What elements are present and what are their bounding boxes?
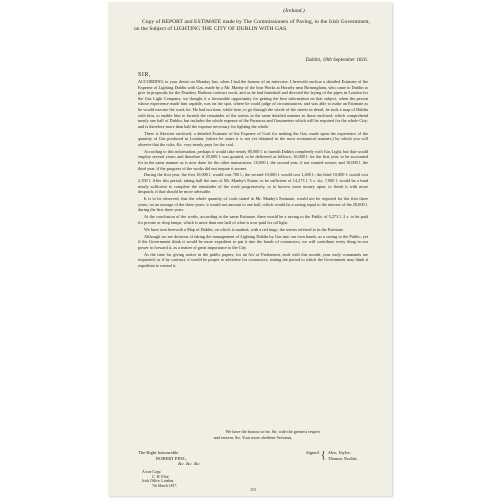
document-title: Copy of REPORT and ESTIMATE made by The Commissioners of Paving, to the Irish Government, on the Subject of LIGHTING THE CITY OF DUBLIN WITH GAS.: [134, 19, 370, 33]
paragraph: During the first year, the first 10,000 l. would cost 700 l.; the second 10,000 l. would cost 1,400 l.; the third 10,000 l. would cost 2,100 l. After this period, taking half the sum of Mr. Manby's Estate, to be sufficient of 14,273 l. 5 s. viz. 7,000 l. would be a fund nearly sufficient to complete the remainder of the work progressively, or to borrow more money upon, to finish it with more despatch, if that should be more advisable.: [138, 172, 368, 195]
folio-number: 115.: [250, 487, 257, 492]
copy-line: Irish Office, London,: [142, 479, 175, 484]
brace-icon: {: [320, 450, 326, 461]
closing-line: We have the honour to be, Sir, with the greatest respect: [225, 429, 321, 434]
true-copy-note: [142, 470, 177, 488]
closing: [138, 429, 368, 440]
document-reference: (Ireland.): [283, 8, 305, 14]
copy-line: A true Copy,: [142, 470, 162, 474]
closing-line: and esteem, Sir, Your most obedient Servants,: [213, 434, 293, 440]
letter-body: [138, 79, 368, 270]
paragraph: As the time for giving notice in the public papers, for an Act of Parliament, ends with this month, your early commands are requested; or if by contract, it would be proper to advertise for contractors, stating the period to which the Government may think it expedient to extend it.: [138, 251, 368, 268]
signed-label: Signed: [306, 450, 319, 455]
signature-block: [306, 450, 358, 461]
salutation: SIR,: [138, 72, 151, 78]
addressee-name: ROBERT PEEL,: [156, 455, 188, 461]
signatories: [328, 450, 358, 461]
paragraph: Although we are desirous of taking the management of Lighting Dublin by Gas into our own hands, as a saving to the Public; yet if the Government think it would be more expedient to put it into the hands of contractors, we will contribute every thing in our power to forward it, as a matter of great importance to the City.: [138, 233, 368, 250]
paragraph: ACCORDING to your desire on Monday last, when I had the honour of an interview, I herewith enclose a detailed Estimate of the Expense of Lighting Dublin with Gas, made by a Mr. Manby of the Iron Works at Horsely near Birmingham, who came to Dublin to give in proposals for the Dundrey Harbour contract work; and as he had furnished and directed the laying of the pipes in London for the Gas Light Company, we thought it a favourable opportunity for getting the best information on that subject, when the person whose experience made him capable, was on the spot, where he could judge of circumstances; and was able to make an Estimate as he would execute the work for. He had not time, while here, to go through the whole of the streets in detail; he took a map of Dublin with him, to enable him to furnish the remainder of the streets in the same detailed manner as those enclosed, which comprehend nearly one half of Dublin, but includes the whole expense of the Furnaces and Gasometers which will be required for the whole City; and is therefore more than half the expense necessary for lighting the whole.: [138, 79, 368, 129]
addressee: [138, 450, 201, 467]
addressee-line: The Right honourable: [138, 450, 179, 455]
paragraph: There is likewise enclosed, a detailed Estimate of the Expense of Coal for making the Gas, made upon the experience of the quantity of Gas produced in London, (where he states it is not yet obtained in the most economical manner;) by which you will observe that the coke, &c. very nearly pays for the coal.: [138, 130, 368, 147]
paragraph: We have sent herewith a Map of Dublin, on which is marked, with a red tinge, the streets referred to in the Estimate.: [144, 226, 344, 232]
paragraph: At the conclusion of the works, according to the same Estimate, there would be a saving to the Public of 5,273 l. 2 s. to be paid for private or shop lamps, which is more than one half of what is now paid for oil light.: [138, 214, 368, 225]
addressee-line: &c. &c. &c.: [178, 461, 201, 467]
document-page: [108, 2, 392, 496]
copy-line: C. W. Flint.: [152, 474, 170, 479]
signatory: Thomas Nesbitt.: [327, 455, 358, 461]
dateline: Dublin, 18th September 1816.: [305, 57, 368, 63]
paragraph: According to this information, perhaps it would take nearly 80,000 l. to furnish Dublin completely with Gas Light, but that would employ several years; and therefore if 20,000 l. was granted, to be delivered as follows; 10,000 l. for the first year, to be accounted for in the same manner as is now done for the other transactions: 10,000 l. the second year, if not wanted sooner; and 10,000 l. the third year, if the progress of the works did not require it sooner.: [138, 148, 368, 171]
copy-line: 7th March 1817.: [152, 483, 178, 488]
paragraph: It is to be observed, that the whole quantity of coals stated in Mr. Manby's Estimate, would not be required for the first three years; on an average of the three years, it would not amount to one half, which would be a saving equal to the interest of the 20,000 l. during the first three years.: [138, 196, 368, 213]
signatory: Alexᵣ Taylor,: [327, 450, 351, 455]
